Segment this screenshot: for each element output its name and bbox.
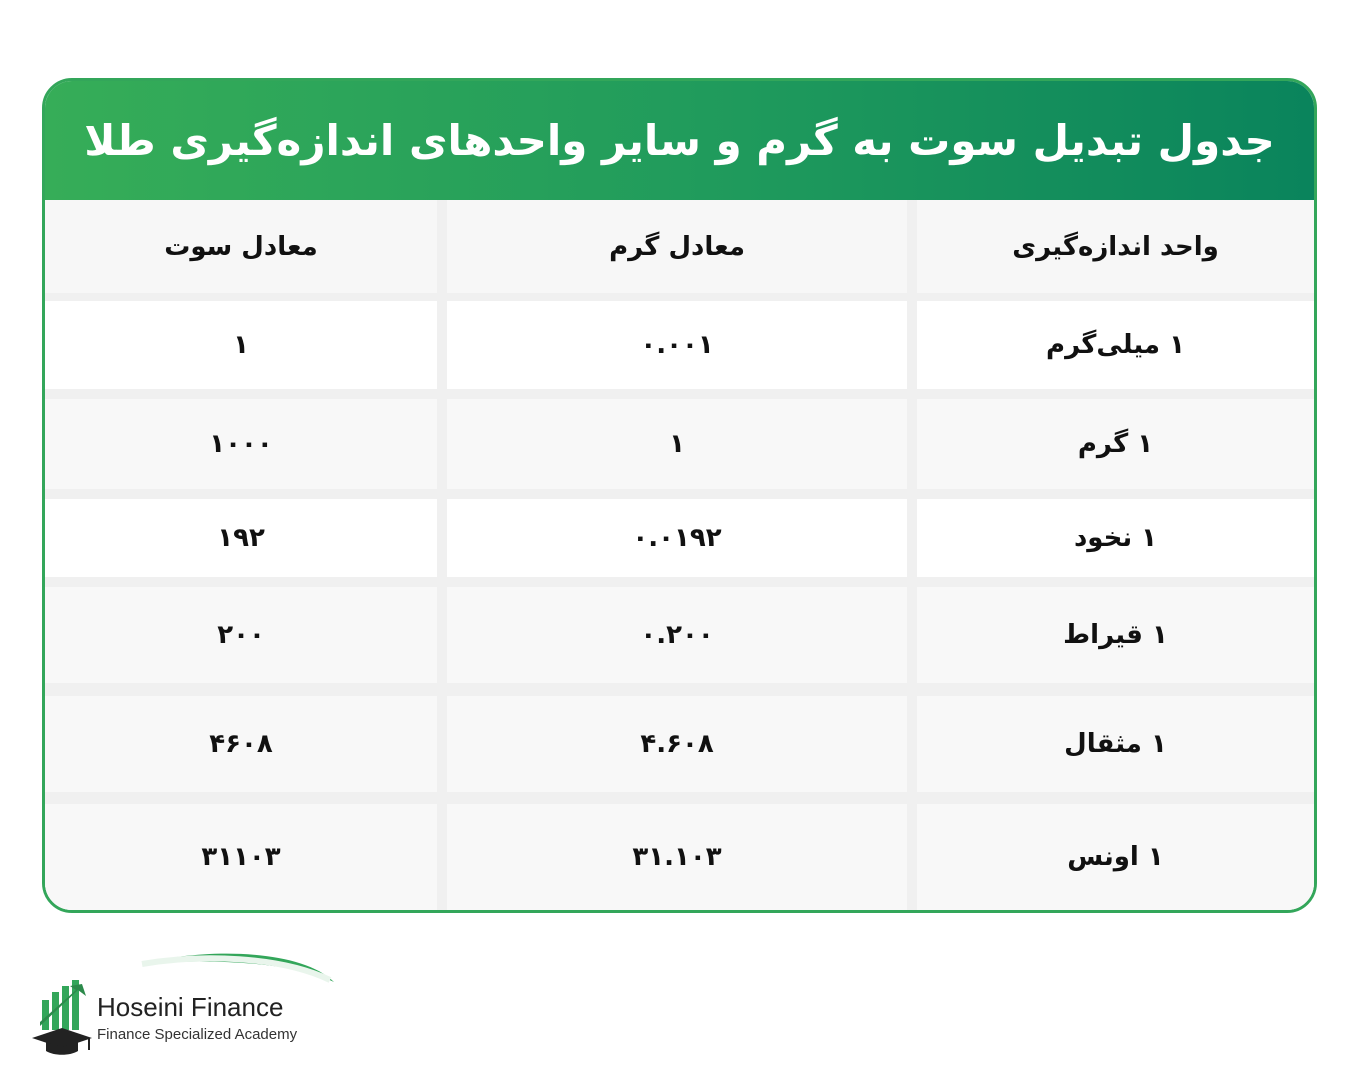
- cell-sut: ۳۱۱۰۳: [45, 804, 437, 910]
- column-header-unit: واحد اندازه‌گیری: [917, 200, 1314, 293]
- cell-unit: ۱ گرم: [917, 399, 1314, 489]
- table-row: [45, 499, 1314, 577]
- table-row: [45, 804, 1314, 910]
- table-row: [45, 587, 1314, 683]
- cell-unit: ۱ مثقال: [917, 696, 1314, 792]
- column-header-gram: معادل گرم: [447, 200, 907, 293]
- brand-tagline: Finance Specialized Academy: [97, 1026, 298, 1043]
- brand-logo: [30, 950, 350, 1060]
- cell-unit: ۱ نخود: [917, 499, 1314, 577]
- cell-sut: ۴۶۰۸: [45, 696, 437, 792]
- table-row: [45, 301, 1314, 389]
- cell-sut: ۲۰۰: [45, 587, 437, 683]
- cell-unit: ۱ قیراط: [917, 587, 1314, 683]
- cell-gram: ۴.۶۰۸: [447, 696, 907, 792]
- table-header-banner: [45, 81, 1314, 200]
- cell-gram: ۳۱.۱۰۳: [447, 804, 907, 910]
- cell-sut: ۱: [45, 301, 437, 389]
- cell-sut: ۱۰۰۰: [45, 399, 437, 489]
- cell-gram: ۰.۲۰۰: [447, 587, 907, 683]
- cell-gram: ۰.۰۱۹۲: [447, 499, 907, 577]
- conversion-table-card: [42, 78, 1317, 913]
- conversion-table: [45, 200, 1314, 910]
- page-title: جدول تبدیل سوت به گرم و سایر واحدهای اندازه‌گیری طلا: [84, 116, 1275, 165]
- cell-gram: ۰.۰۰۱: [447, 301, 907, 389]
- table-row: [45, 696, 1314, 792]
- table-header-row: [45, 200, 1314, 293]
- table-row: [45, 399, 1314, 489]
- cell-sut: ۱۹۲: [45, 499, 437, 577]
- column-header-sut: معادل سوت: [45, 200, 437, 293]
- cell-gram: ۱: [447, 399, 907, 489]
- brand-name: Hoseini Finance: [97, 992, 284, 1022]
- cell-unit: ۱ میلی‌گرم: [917, 301, 1314, 389]
- cell-unit: ۱ اونس: [917, 804, 1314, 910]
